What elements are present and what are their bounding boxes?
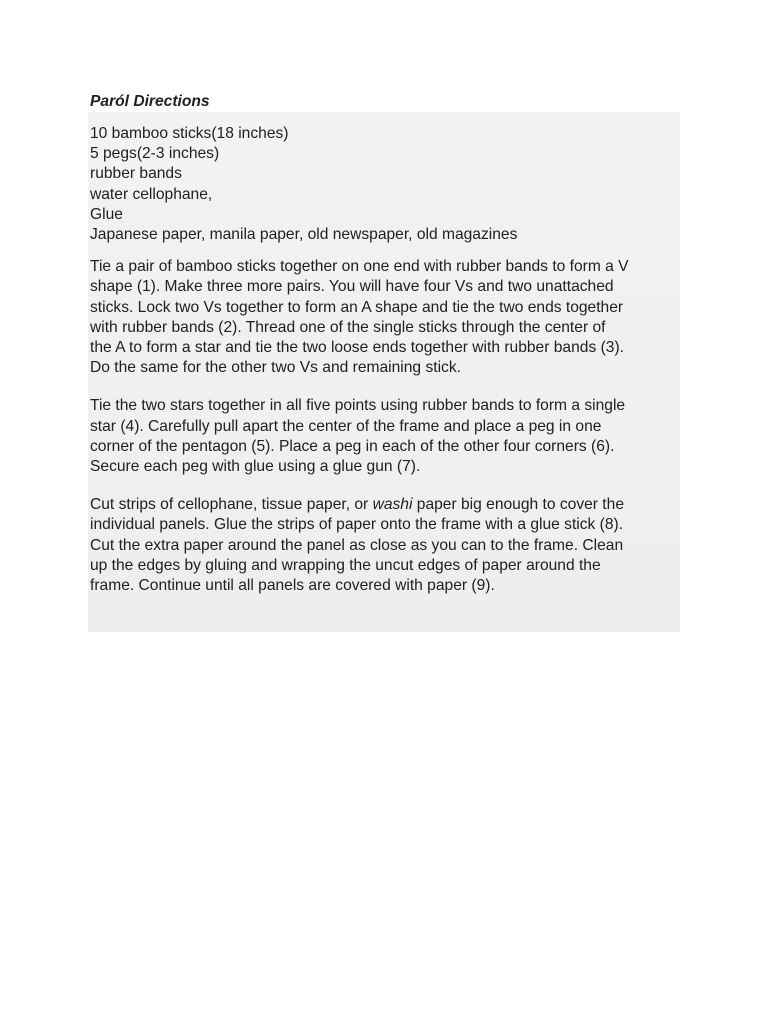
- paragraph-text: Cut strips of cellophane, tissue paper, or: [90, 496, 373, 514]
- paragraph-line: Tie the two stars together in all five points using rubber bands to form a single: [90, 397, 626, 415]
- paragraph-line: sticks. Lock two Vs together to form an A shape and tie the two ends together: [90, 298, 624, 316]
- paragraph-star-joining: [90, 396, 690, 477]
- materials-item: rubber bands: [90, 165, 182, 183]
- materials-list: [90, 124, 690, 245]
- paragraph-line: shape (1). Make three more pairs. You will have four Vs and two unattached: [90, 278, 614, 296]
- materials-item: 5 pegs(2-3 inches): [90, 145, 220, 163]
- paragraph-line: Do the same for the other two Vs and remaining stick.: [90, 359, 461, 377]
- materials-item: water cellophane,: [90, 185, 213, 203]
- document-title: Paról Directions: [90, 93, 210, 110]
- paragraph-line: Cut the extra paper around the panel as close as you can to the frame. Clean: [90, 536, 624, 554]
- paragraph-line: star (4). Carefully pull apart the center of the frame and place a peg in one: [90, 417, 602, 435]
- paragraph-line: Tie a pair of bamboo sticks together on one end with rubber bands to form a V: [90, 258, 629, 276]
- paragraph-text: paper big enough to cover the: [412, 496, 624, 514]
- document-content: [90, 92, 690, 614]
- materials-item: Japanese paper, manila paper, old newspaper, old magazines: [90, 226, 518, 244]
- paragraph-line: Secure each peg with glue using a glue gun (7).: [90, 458, 421, 476]
- paragraph-line: [90, 495, 690, 515]
- paragraph-line: up the edges by gluing and wrapping the uncut edges of paper around the: [90, 556, 601, 574]
- paragraph-line: with rubber bands (2). Thread one of the single sticks through the center of: [90, 318, 606, 336]
- paragraph-line: individual panels. Glue the strips of paper onto the frame with a glue stick (8).: [90, 516, 624, 534]
- paragraph-frame-assembly: [90, 257, 690, 378]
- paragraph-line: corner of the pentagon (5). Place a peg in each of the other four corners (6).: [90, 437, 615, 455]
- paragraph-paper-covering: [90, 495, 690, 596]
- paragraph-line: frame. Continue until all panels are covered with paper (9).: [90, 577, 495, 595]
- materials-item: Glue: [90, 205, 123, 223]
- materials-item: 10 bamboo sticks(18 inches): [90, 125, 289, 142]
- paragraph-italic-word: washi: [372, 496, 413, 514]
- paragraph-line: the A to form a star and tie the two loose ends together with rubber bands (3).: [90, 339, 624, 357]
